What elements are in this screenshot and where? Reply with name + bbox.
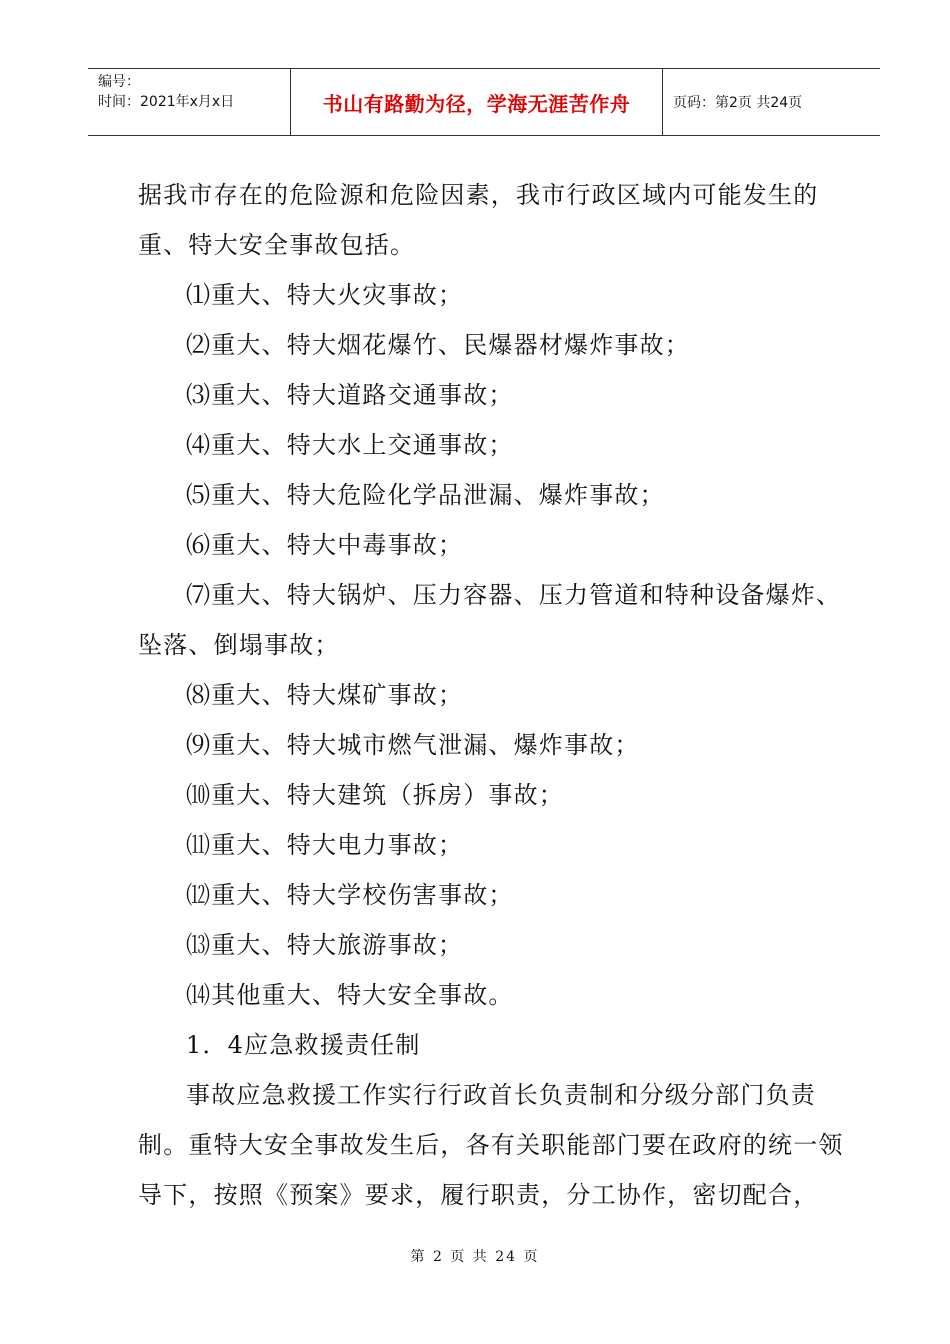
list-item: ⑹重大、特大中毒事故； <box>186 531 464 559</box>
document-body <box>138 170 850 1220</box>
time-label: 时间：2021年x月x日 <box>98 94 235 110</box>
page-footer: 第 2 页 共 24 页 <box>410 1249 540 1265</box>
list-item: ⒁其他重大、特大安全事故。 <box>186 981 514 1009</box>
section-heading: 1．4应急救援责任制 <box>186 1031 421 1059</box>
header-meta-cell <box>88 69 291 135</box>
serial-label: 编号： <box>98 74 140 90</box>
header-motto: 书山有路勤为径，学海无涯苦作舟 <box>291 69 663 135</box>
list-item: ⒀重大、特大旅游事故； <box>186 931 464 959</box>
paragraph-intro: 据我市存在的危险源和危险因素，我市行政区域内可能发生的重、特大安全事故包括。 <box>138 181 819 259</box>
list-item: ⑽重大、特大建筑（拆房）事故； <box>186 781 564 809</box>
paragraph-body: 事故应急救援工作实行行政首长负责制和分级分部门负责制。重特大安全事故发生后，各有关职能部门要在政府的统一领导下，按照《预案》要求，履行职责，分工协作，密切配合， <box>138 1081 844 1209</box>
list-item: ⑻重大、特大煤矿事故； <box>186 681 464 709</box>
header-page-info: 页码：第2页 共24页 <box>673 95 803 111</box>
list-item: ⑶重大、特大道路交通事故； <box>186 381 514 409</box>
list-item: ⑺重大、特大锅炉、压力容器、压力管道和特种设备爆炸、坠落、倒塌事故； <box>138 581 842 659</box>
list-item: ⑴重大、特大火灾事故； <box>186 281 464 309</box>
list-item: ⑸重大、特大危险化学品泄漏、爆炸事故； <box>186 481 665 509</box>
list-item: ⑼重大、特大城市燃气泄漏、爆炸事故； <box>186 731 640 759</box>
list-item: ⑷重大、特大水上交通事故； <box>186 431 514 459</box>
document-header <box>88 68 880 136</box>
list-item: ⑾重大、特大电力事故； <box>186 831 464 859</box>
list-item: ⑵重大、特大烟花爆竹、民爆器材爆炸事故； <box>186 331 690 359</box>
list-item: ⑿重大、特大学校伤害事故； <box>186 881 514 909</box>
